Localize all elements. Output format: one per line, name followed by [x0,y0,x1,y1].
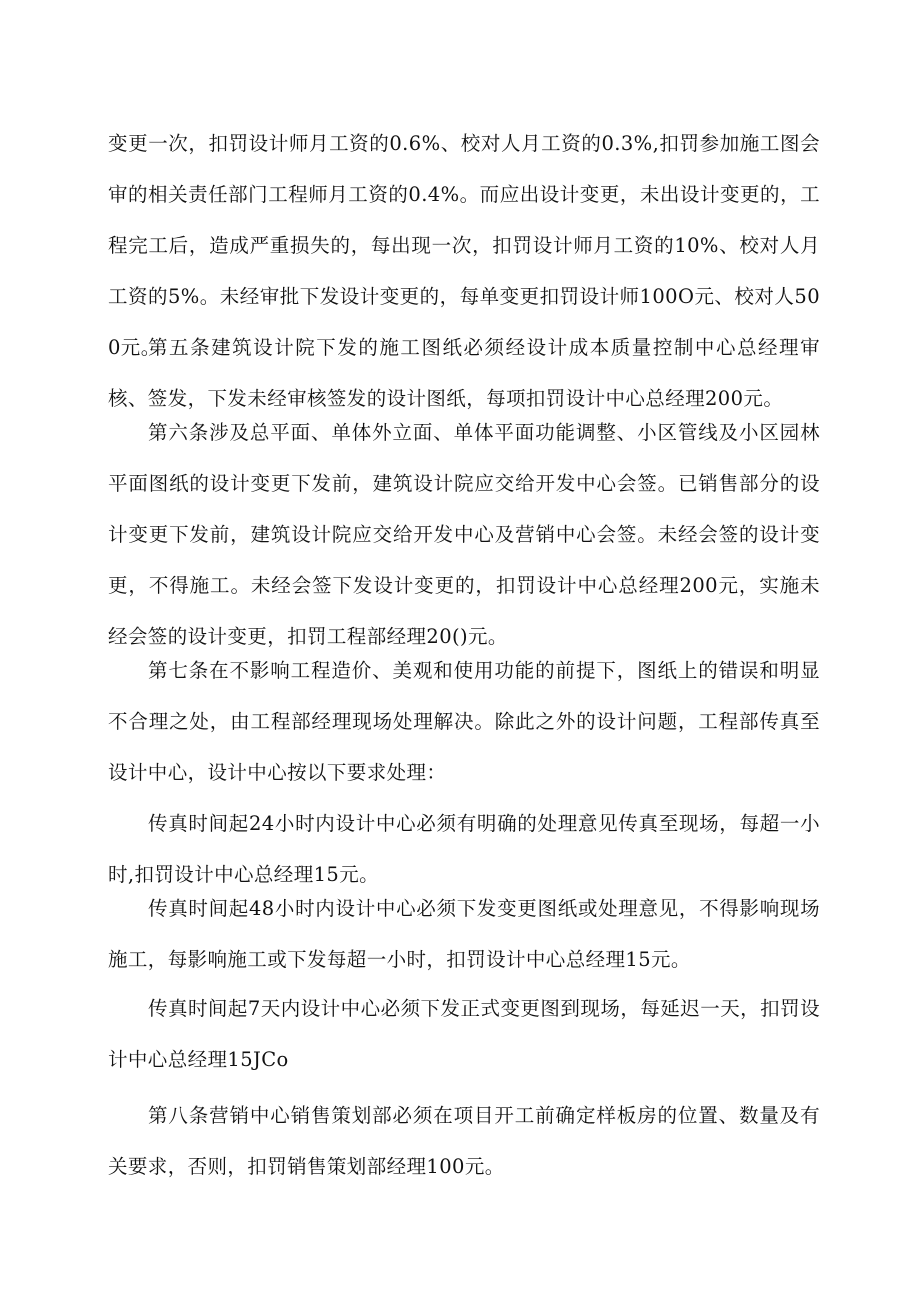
paragraph-design-change-penalties: 变更一次，扣罚设计师月工资的0.6%、校对人月工资的0.3%,扣罚参加施工图会审的相关责任部门工程师月工资的0.4%。而应出设计变更，未出设计变更的，工程完工后，造成严重损失的，每出现一次，扣罚设计师月工资的10%、校对人月工资的5%。未经审批下发设计变更的，每单变更扣罚设计师100O元、校对人500元。 [108,132,820,359]
paragraph-fax-48h: 传真时间起48小时内设计中心必须下发变更图纸或处理意见，不得影响现场施工，每影响施工或下发每超一小时，扣罚设计中心总经理15元。 [108,897,820,971]
paragraph-article-8: 第八条营销中心销售策划部必须在项目开工前确定样板房的位置、数量及有关要求，否则，扣罚销售策划部经理100元。 [108,1104,820,1178]
paragraph-article-7: 第七条在不影响工程造价、美观和使用功能的前提下，图纸上的错误和明显不合理之处，由工程部经理现场处理解决。除此之外的设计问题，工程部传真至设计中心，设计中心按以下要求处理： [108,659,820,784]
paragraph-fax-7d: 传真时间起7天内设计中心必须下发正式变更图到现场，每延迟一天，扣罚设计中心总经理15JCo [108,997,820,1071]
paragraph-fax-24h: 传真时间起24小时内设计中心必须有明确的处理意见传真至现场，每超一小时,扣罚设计中心总经理15元。 [108,812,820,886]
paragraph-article-5: 第五条建筑设计院下发的施工图纸必须经设计成本质量控制中心总经理审核、签发，下发未经审核签发的设计图纸，每项扣罚设计中心总经理200元。 [108,336,820,410]
paragraph-article-6: 第六条涉及总平面、单体外立面、单体平面功能调整、小区管线及小区园林平面图纸的设计变更下发前，建筑设计院应交给开发中心会签。已销售部分的设计变更下发前，建筑设计院应交给开发中心及营销中心会签。未经会签的设计变更，不得施工。未经会签下发设计变更的，扣罚设计中心总经理200元，实施未经会签的设计变更，扣罚工程部经理20()元。 [108,421,820,648]
